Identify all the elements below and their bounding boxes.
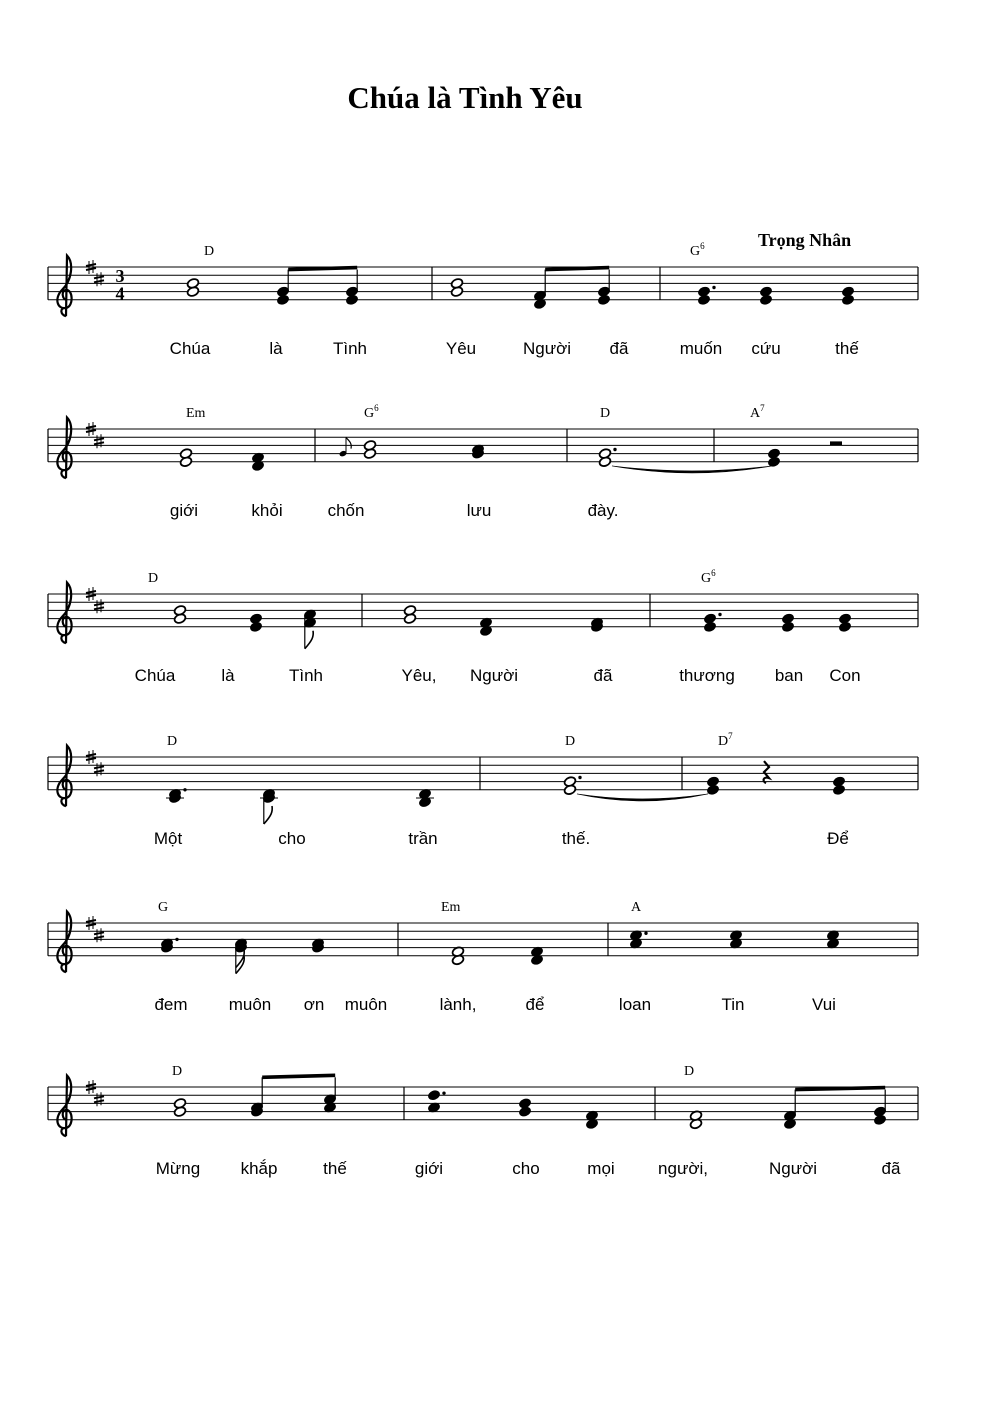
lyric-word: ban (774, 666, 804, 685)
lyric-word: người, (658, 1159, 708, 1178)
note (759, 286, 772, 306)
note (703, 613, 721, 633)
half-rest-icon (830, 441, 842, 445)
lyric-word: Người (522, 339, 572, 358)
composer-name: Trọng Nhân (758, 230, 852, 250)
note (311, 938, 324, 954)
lyric-word: khắp (240, 1159, 278, 1178)
lyric-word: đã (593, 666, 613, 685)
sharp-icon (94, 762, 104, 776)
lyric-word: Yêu (445, 339, 477, 358)
tie (612, 466, 772, 473)
lyric-word: Mừng (155, 1159, 201, 1178)
lyric-word: đày. (587, 501, 619, 520)
dot (578, 776, 581, 779)
chord-extension: 6 (374, 403, 379, 413)
chord-symbol: D (167, 734, 178, 749)
lyric-word: ơn (303, 995, 325, 1014)
flag (346, 438, 351, 449)
treble-clef-icon (57, 1076, 71, 1137)
note (781, 613, 794, 633)
lyric-word: loan (618, 995, 652, 1014)
lyric-word: lành, (439, 995, 477, 1014)
lyric-word: đã (881, 1159, 901, 1178)
treble-clef-icon (57, 746, 71, 807)
chord-symbol: Em (186, 406, 206, 421)
note (427, 1089, 445, 1113)
chord-extension: 7 (728, 731, 733, 741)
beam (545, 268, 609, 270)
chord-symbol: D (148, 571, 159, 586)
sharp-icon (94, 434, 104, 448)
lyric-word: giới (169, 501, 199, 520)
chord-symbol: $D^7$ (718, 731, 733, 749)
lyric-word: Vui (812, 995, 836, 1014)
tie (577, 794, 708, 801)
lyric-word: đã (609, 339, 629, 358)
time-signature-bottom: 4 (115, 283, 125, 304)
beam-group (288, 268, 357, 292)
staff-system (48, 403, 918, 520)
note (689, 1110, 702, 1130)
note (590, 617, 603, 633)
note (339, 438, 352, 458)
lyric-word: đem (154, 995, 188, 1014)
note (832, 776, 845, 796)
time-signature (116, 266, 125, 303)
staff-system (48, 568, 918, 685)
staff-system (48, 900, 918, 1014)
song-title: Chúa là Tình Yêu (347, 80, 583, 115)
lyric-word: Một (153, 829, 183, 848)
dot (183, 788, 186, 791)
lyric-word: là (221, 666, 235, 685)
note (173, 1098, 186, 1118)
quarter-rest-icon (764, 761, 769, 783)
lyric-word: Chúa (134, 666, 176, 685)
chord-symbol: D (565, 734, 576, 749)
lyric-word: Người (768, 1159, 818, 1178)
chord-symbol: $A^7$ (750, 403, 765, 421)
treble-clef-icon (57, 256, 71, 317)
lyric-word: Yêu, (401, 666, 437, 685)
chord-extension: 6 (711, 568, 716, 578)
lyric-word: chốn (327, 501, 365, 520)
note (706, 776, 719, 796)
beam (288, 268, 357, 270)
chord-symbol: G (158, 900, 169, 915)
note (179, 448, 192, 468)
dot (712, 286, 715, 289)
note (249, 613, 262, 633)
dot (718, 613, 721, 616)
lyric-word: Tin (721, 995, 745, 1014)
beam (262, 1075, 335, 1077)
chord-extension: 6 (700, 241, 705, 251)
lyric-word: Người (469, 666, 519, 685)
note (697, 286, 715, 306)
dot (644, 932, 647, 935)
lyric-word: lưu (466, 501, 492, 520)
lyric-word: thế (323, 1159, 347, 1178)
note (841, 286, 854, 306)
lyric-word: để (525, 995, 545, 1014)
chord-symbol: Em (441, 900, 461, 915)
flag (264, 806, 272, 824)
lyric-word: muốn (679, 339, 723, 358)
lyric-word: muôn (344, 995, 388, 1014)
lyric-word: cho (512, 1159, 540, 1178)
sharp-icon (94, 1092, 104, 1106)
treble-clef-icon (57, 912, 71, 973)
lyric-word: thế (835, 339, 859, 358)
chord-symbol: D (204, 244, 215, 259)
treble-clef-icon (57, 418, 71, 479)
lyric-word: Chúa (169, 339, 211, 358)
note (563, 776, 581, 796)
chord-symbol: D (600, 406, 611, 421)
chord-symbol: $G^6$ (364, 403, 379, 421)
note (403, 605, 416, 625)
note (173, 605, 186, 625)
lyric-word: Tình (332, 339, 368, 358)
chord-symbol: $G^6$ (690, 241, 705, 259)
note (767, 448, 780, 468)
note (450, 278, 463, 298)
chord-extension: 7 (760, 403, 765, 413)
note (416, 788, 434, 808)
lyric-word: Con (829, 666, 861, 685)
note (471, 444, 484, 460)
chord-symbol: A (631, 900, 642, 915)
dot (442, 1091, 445, 1094)
note (451, 946, 464, 966)
lyric-word: là (269, 339, 283, 358)
lyric-word: thế. (561, 829, 591, 848)
staff-system (48, 1064, 918, 1178)
staff-system (48, 241, 918, 358)
lyric-word: cứu (751, 339, 781, 358)
sharp-icon (94, 272, 104, 286)
note (166, 788, 187, 804)
beam (795, 1088, 885, 1090)
note (186, 278, 199, 298)
dot (175, 938, 178, 941)
lyric-word: Tình (288, 666, 324, 685)
lyric-word: muôn (228, 995, 272, 1014)
treble-clef-icon (57, 583, 71, 644)
chord-symbol: D (172, 1064, 183, 1079)
staff-system (48, 731, 918, 848)
note (363, 440, 376, 460)
note (260, 788, 278, 824)
chord-symbol: $G^6$ (701, 568, 716, 586)
chord-symbol: D (684, 1064, 695, 1079)
lyric-word: Để (827, 829, 849, 848)
lyric-word: khỏi (251, 501, 283, 520)
sharp-icon (94, 599, 104, 613)
lyric-word: giới (414, 1159, 444, 1178)
dot (613, 448, 616, 451)
lyric-word: thương (679, 666, 735, 685)
flag (305, 631, 313, 649)
lyric-word: trần (408, 829, 438, 848)
beam-group (262, 1075, 335, 1107)
note (838, 613, 851, 633)
sharp-icon (94, 928, 104, 942)
lyric-word: mọi (587, 1159, 615, 1178)
lyric-word: cho (278, 829, 306, 848)
time-signature-top: 3 (115, 266, 125, 287)
note (160, 938, 178, 954)
note (303, 609, 316, 649)
note (598, 448, 616, 468)
note (518, 1098, 531, 1118)
